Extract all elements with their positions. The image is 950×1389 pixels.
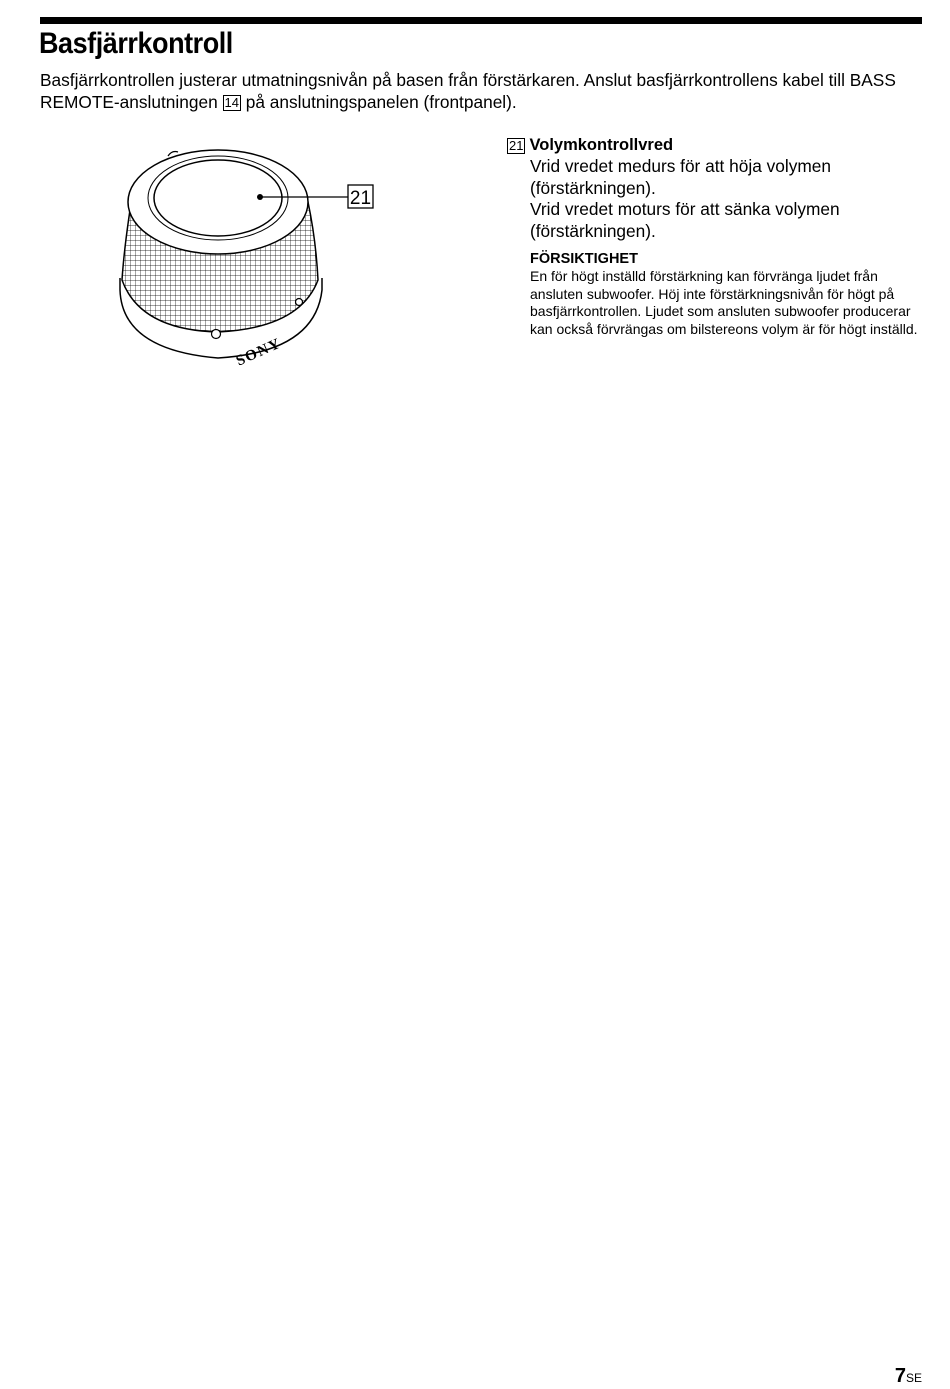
bass-remote-illustration xyxy=(110,140,390,365)
item-line-clockwise: Vrid vredet medurs för att höja volymen (förstärkningen). xyxy=(530,156,831,198)
page-title: Basfjärrkontroll xyxy=(39,27,233,60)
item-heading xyxy=(507,134,927,156)
caution-text: En för högt inställd förstärkning kan förvränga ljudet från ansluten subwoofer. Höj inte förstärkningsnivån för högt på basfjärrkontrollen. Ljudet som ansluten subwoofer producerar kan också förvrängas om bilstereons volym är för högt inställd. xyxy=(530,268,918,337)
item-description xyxy=(530,156,927,242)
intro-text-before: Basfjärrkontrollen justerar utmatningsnivån på basen från förstärkaren. Anslut basfjärrkontrollens kabel till BASS REMOTE-anslutningen xyxy=(40,70,896,112)
intro-paragraph xyxy=(40,69,920,113)
sony-logo: SONY xyxy=(233,335,284,365)
item-number-badge: 21 xyxy=(509,138,524,153)
item-heading-text: Volymkontrollvred xyxy=(529,136,674,154)
ref-number-badge: 14 xyxy=(224,95,239,110)
callout-number: 21 xyxy=(349,188,372,209)
knob-drawing xyxy=(110,140,390,365)
item-volume-knob xyxy=(507,134,927,338)
page-number-suffix: SE xyxy=(905,1371,922,1385)
caution-heading: FÖRSIKTIGHET xyxy=(530,251,638,267)
intro-text-after: på anslutningspanelen (frontpanel). xyxy=(240,92,517,112)
top-rule xyxy=(40,17,922,24)
page-number xyxy=(895,1365,922,1388)
item-line-counterclockwise: Vrid vredet moturs för att sänka volymen (förstärkningen). xyxy=(530,199,840,241)
page-number-digit: 7 xyxy=(894,1365,906,1387)
